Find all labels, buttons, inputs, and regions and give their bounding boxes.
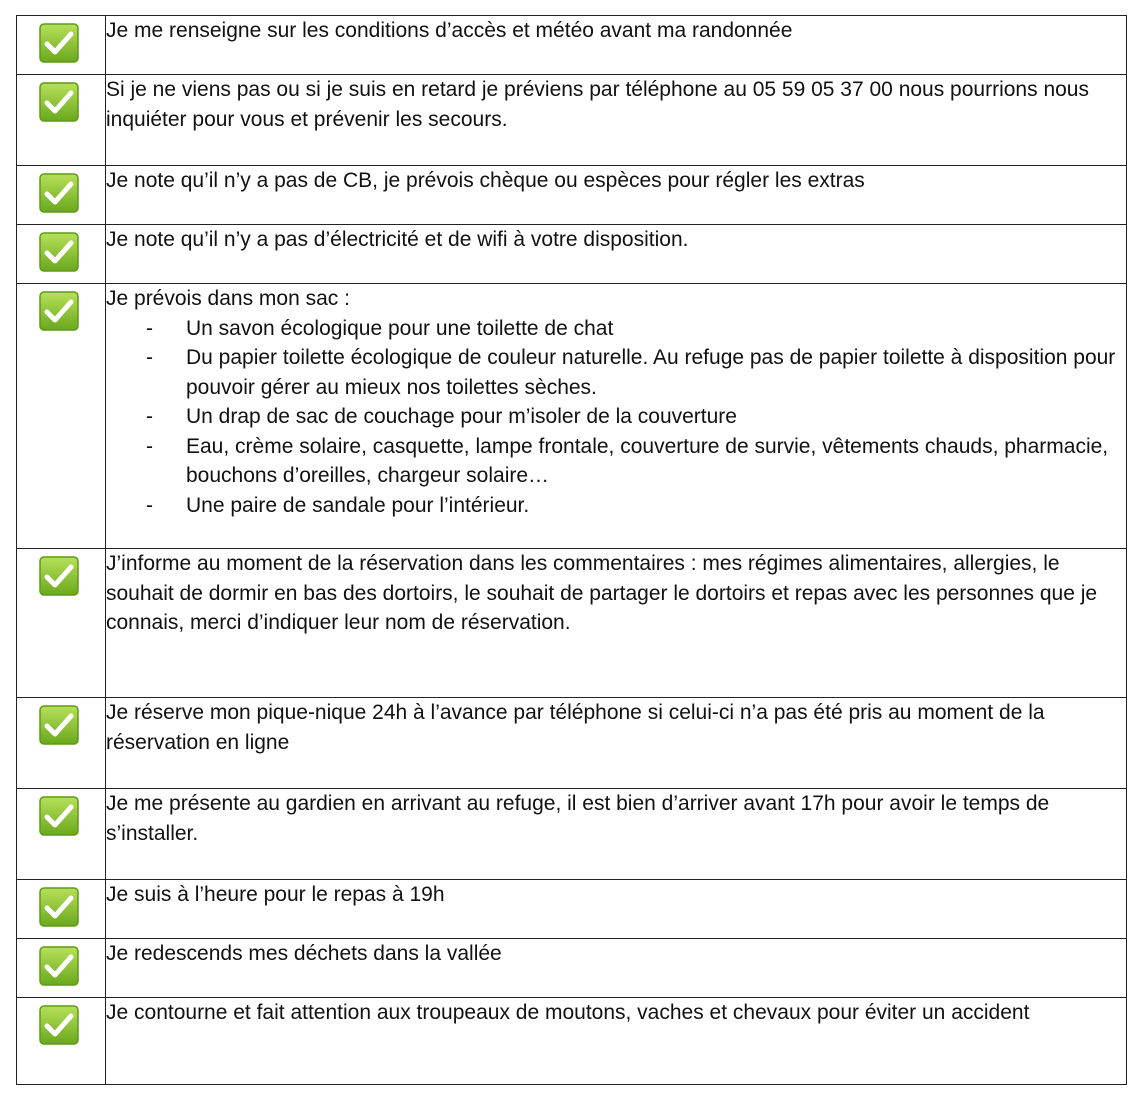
checkmark-icon: [39, 232, 79, 272]
check-cell: [17, 16, 106, 75]
checkmark-icon: [39, 82, 79, 122]
checkmark-icon: [39, 946, 79, 986]
checkmark-icon: [39, 291, 79, 331]
checklist-text: Je note qu’il n’y a pas de CB, je prévois chèque ou espèces pour régler les extras: [106, 166, 1127, 225]
checklist-row: [17, 789, 1127, 880]
checklist-row: [17, 549, 1127, 698]
checkmark-icon: [39, 1005, 79, 1045]
checklist-text: Je contourne et fait attention aux troupeaux de moutons, vaches et chevaux pour éviter un accident: [106, 998, 1127, 1085]
checklist-row: [17, 284, 1127, 549]
checkmark-icon: [39, 173, 79, 213]
checklist-text: Je réserve mon pique-nique 24h à l’avance par téléphone si celui-ci n’a pas été pris au moment de la réservation en ligne: [106, 698, 1127, 789]
list-item: - Un drap de sac de couchage pour m’isoler de la couverture: [146, 405, 737, 428]
checklist-text: Je me présente au gardien en arrivant au refuge, il est bien d’arriver avant 17h pour avoir le temps de s’installer.: [106, 789, 1127, 880]
check-cell: [17, 549, 106, 698]
checklist-row: [17, 939, 1127, 998]
list-item: - Une paire de sandale pour l’intérieur.: [146, 493, 530, 517]
check-cell: [17, 998, 106, 1085]
checklist-row: [17, 225, 1127, 284]
checklist-text: Je redescends mes déchets dans la vallée: [106, 939, 1127, 998]
checklist-row: [17, 16, 1127, 75]
check-cell: [17, 939, 106, 998]
packing-list-heading: Je prévois dans mon sac :: [106, 287, 350, 310]
checklist-row: [17, 75, 1127, 166]
checklist-table: [16, 15, 1127, 1085]
checkmark-icon: [39, 556, 79, 596]
checklist-row: [17, 998, 1127, 1085]
checklist-text: Si je ne viens pas ou si je suis en retard je préviens par téléphone au 05 59 05 37 00 nous pourrions nous inquiéter pour vous et prévenir les secours.: [106, 75, 1127, 166]
check-cell: [17, 880, 106, 939]
check-cell: [17, 284, 106, 549]
check-cell: [17, 225, 106, 284]
list-item: - Un savon écologique pour une toilette de chat: [146, 316, 614, 340]
checkmark-icon: [39, 796, 79, 836]
checklist-text: Je suis à l’heure pour le repas à 19h: [106, 880, 1127, 939]
checkmark-icon: [39, 705, 79, 745]
packing-list: [106, 314, 1126, 521]
check-cell: [17, 698, 106, 789]
check-cell: [17, 166, 106, 225]
list-item: - Eau, crème solaire, casquette, lampe frontale, couverture de survie, vêtements chauds, pharmacie, bouchons d’oreilles, chargeur solaire…: [146, 434, 1109, 487]
checklist-text: [106, 284, 1127, 549]
list-item: - Du papier toilette écologique de couleur naturelle. Au refuge pas de papier toilette à disposition pour pouvoir gérer au mieux nos toilettes sèches.: [146, 346, 1116, 399]
checkmark-icon: [39, 887, 79, 927]
check-cell: [17, 789, 106, 880]
checklist-row: [17, 880, 1127, 939]
checklist-row: [17, 166, 1127, 225]
checkmark-icon: [39, 23, 79, 63]
check-cell: [17, 75, 106, 166]
checklist-text: Je me renseigne sur les conditions d’accès et météo avant ma randonnée: [106, 16, 1127, 75]
checklist-text: Je note qu’il n’y a pas d’électricité et de wifi à votre disposition.: [106, 225, 1127, 284]
checklist-row: [17, 698, 1127, 789]
checklist-text: J’informe au moment de la réservation dans les commentaires : mes régimes alimentaires, allergies, le souhait de dormir en bas des dortoirs, le souhait de partager le dortoirs et repas avec les personnes que je connais, merci d’indiquer leur nom de réservation.: [106, 549, 1127, 698]
